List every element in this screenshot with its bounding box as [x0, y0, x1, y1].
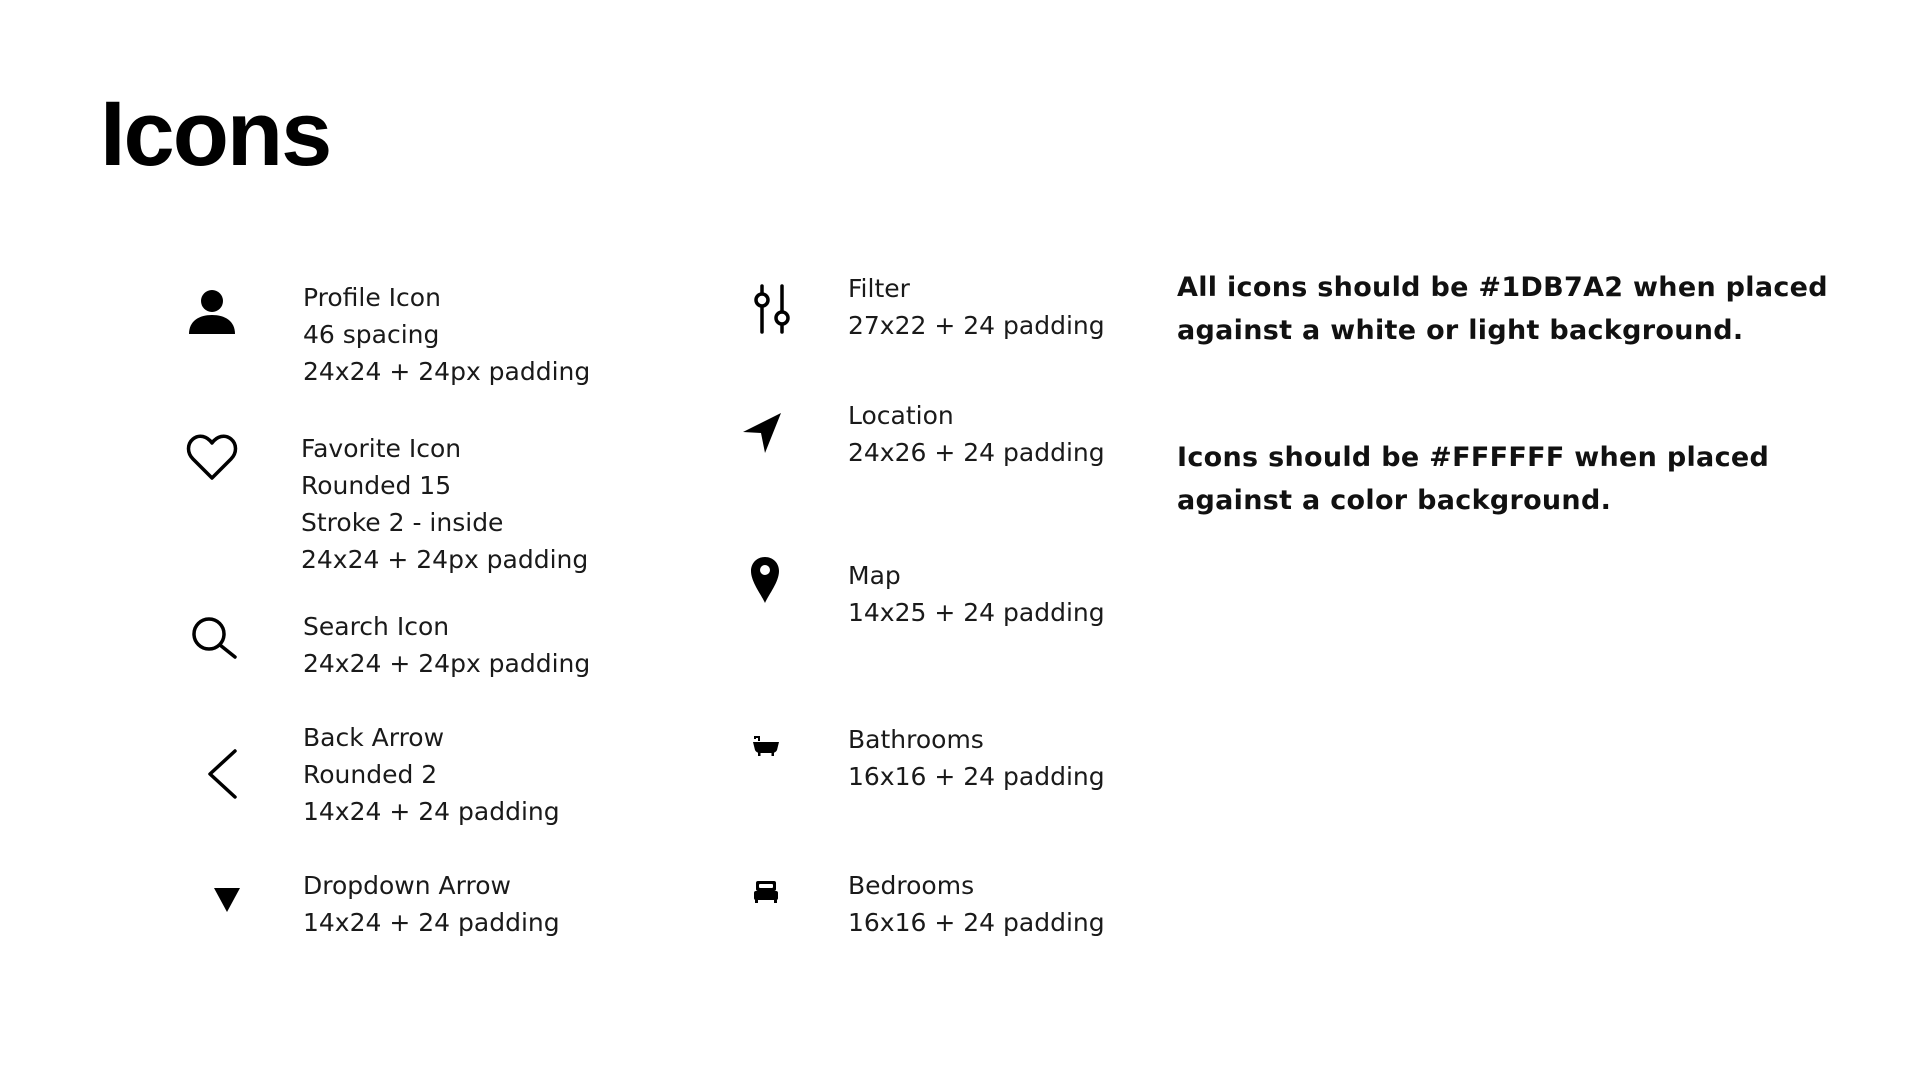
description-line: Rounded 2	[303, 760, 438, 789]
color-background-color-note: Icons should be #FFFFFF when placed against a color background.	[1177, 442, 1770, 516]
description-line: Stroke 2 - inside	[301, 508, 504, 537]
description-line: Map	[848, 561, 901, 590]
description-line: 24x24 + 24px padding	[301, 545, 589, 574]
dropdown-arrow-description	[303, 867, 560, 941]
favorite-icon-description	[301, 430, 588, 578]
search-icon-description	[303, 608, 590, 682]
description-line: Bedrooms	[848, 871, 975, 900]
description-line: 46 spacing	[303, 320, 440, 349]
description-line: Dropdown Arrow	[303, 871, 511, 900]
filter-description	[848, 270, 1105, 344]
description-line: Back Arrow	[303, 723, 445, 752]
dropdown-arrow-icon	[213, 887, 241, 913]
bathtub-icon	[752, 736, 780, 756]
description-line: 14x24 + 24 padding	[303, 797, 560, 826]
profile-icon	[187, 288, 237, 338]
description-line: Favorite Icon	[301, 434, 462, 463]
search-icon	[189, 614, 239, 664]
back-arrow-icon	[205, 748, 239, 800]
location-description	[848, 397, 1105, 471]
description-line: Bathrooms	[848, 725, 984, 754]
description-line: 16x16 + 24 padding	[848, 908, 1105, 937]
description-line: 14x24 + 24 padding	[303, 908, 560, 937]
description-line: 24x26 + 24 padding	[848, 438, 1105, 467]
map-pin-icon	[750, 556, 780, 604]
description-line: 24x24 + 24px padding	[303, 357, 591, 386]
bedrooms-description	[848, 867, 1105, 941]
description-line: 24x24 + 24px padding	[303, 649, 591, 678]
description-line: Filter	[848, 274, 910, 303]
profile-icon-description	[303, 279, 590, 390]
location-arrow-icon	[741, 411, 783, 455]
light-background-color-note: All icons should be #1DB7A2 when placed against a white or light background.	[1177, 272, 1828, 346]
back-arrow-description	[303, 719, 560, 830]
filter-icon	[751, 283, 793, 335]
bathrooms-description	[848, 721, 1105, 795]
description-line: Search Icon	[303, 612, 450, 641]
heart-icon	[186, 434, 238, 482]
bed-icon	[753, 880, 779, 904]
page-title: Icons	[100, 83, 331, 185]
description-line: Location	[848, 401, 954, 430]
description-line: 27x22 + 24 padding	[848, 311, 1105, 340]
map-description	[848, 557, 1105, 631]
description-line: 16x16 + 24 padding	[848, 762, 1105, 791]
description-line: 14x25 + 24 padding	[848, 598, 1105, 627]
description-line: Rounded 15	[301, 471, 452, 500]
description-line: Profile Icon	[303, 283, 441, 312]
